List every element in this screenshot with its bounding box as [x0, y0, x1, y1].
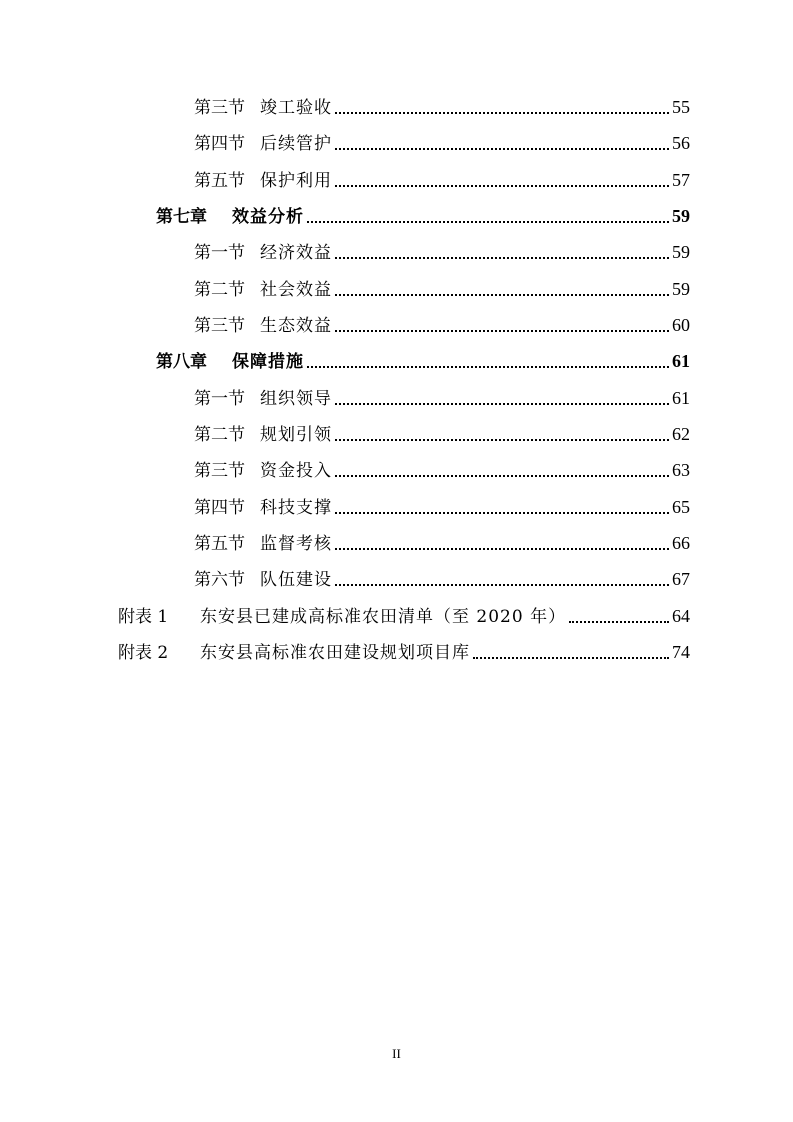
toc-entry-title: 科技支撑: [260, 498, 332, 518]
toc-entry[interactable]: [194, 129, 690, 157]
toc-entry-title: 队伍建设: [260, 570, 332, 590]
dot-leader: [335, 185, 669, 187]
toc-section-label: 第三节: [194, 316, 245, 336]
dot-leader: [335, 294, 669, 296]
toc-section-label: 第四节: [194, 134, 245, 154]
toc-section-label: 第四节: [194, 498, 245, 518]
toc-page-number: 59: [672, 279, 690, 299]
toc-section-label: 第三节: [194, 461, 245, 481]
toc-appendix-entry[interactable]: [118, 602, 690, 630]
toc-section-label: 第三节: [194, 98, 245, 118]
dot-leader: [335, 548, 669, 550]
toc-page-number: 60: [672, 315, 690, 335]
toc-page-number: 63: [672, 460, 690, 480]
toc-section-label: 第六节: [194, 570, 245, 590]
toc-appendix-label: 附表 2: [118, 643, 169, 663]
dot-leader: [307, 221, 669, 223]
toc-entry-title: 监督考核: [260, 534, 332, 554]
toc-entry[interactable]: [194, 529, 690, 557]
toc-section-label: 第一节: [194, 243, 245, 263]
dot-leader: [335, 475, 669, 477]
toc-appendix-entry[interactable]: [118, 638, 690, 666]
toc-page-number: 62: [672, 424, 690, 444]
dot-leader: [335, 512, 669, 514]
toc-entry-title: 东安县高标准农田建设规划项目库: [200, 643, 470, 663]
dot-leader: [335, 112, 669, 114]
dot-leader: [335, 148, 669, 150]
toc-page-number: 56: [672, 133, 690, 153]
toc-entry-title: 保护利用: [260, 171, 332, 191]
dot-leader: [307, 366, 669, 368]
toc-page-number: 66: [672, 533, 690, 553]
toc-page-number: 57: [672, 170, 690, 190]
toc-entry[interactable]: [194, 238, 690, 266]
dot-leader: [569, 621, 669, 623]
toc-entry[interactable]: [194, 420, 690, 448]
toc-entry-title: 经济效益: [260, 243, 332, 263]
toc-entry[interactable]: [194, 456, 690, 484]
toc-entry-title: 生态效益: [260, 316, 332, 336]
toc-entry[interactable]: [194, 384, 690, 412]
toc-section-label: 第五节: [194, 534, 245, 554]
dot-leader: [473, 657, 669, 659]
toc-entry-title: 竣工验收: [260, 98, 332, 118]
toc-page-number: 64: [672, 606, 690, 626]
toc-entry-title: 后续管护: [260, 134, 332, 154]
toc-entry[interactable]: [194, 275, 690, 303]
toc-page-number: 61: [672, 388, 690, 408]
toc-entry[interactable]: [194, 311, 690, 339]
toc-section-label: 第二节: [194, 280, 245, 300]
toc-chapter-label: 第七章: [156, 207, 207, 227]
toc-page-number: 74: [672, 642, 690, 662]
dot-leader: [335, 403, 669, 405]
toc-page-number: 65: [672, 497, 690, 517]
toc-entry[interactable]: [194, 493, 690, 521]
toc-chapter-entry[interactable]: [156, 347, 690, 375]
toc-section-label: 第一节: [194, 389, 245, 409]
toc-section-label: 第五节: [194, 171, 245, 191]
toc-entry[interactable]: [194, 166, 690, 194]
toc-entry-title: 社会效益: [260, 280, 332, 300]
dot-leader: [335, 439, 669, 441]
toc-appendix-label: 附表 1: [118, 607, 169, 627]
dot-leader: [335, 584, 669, 586]
dot-leader: [335, 257, 669, 259]
toc-chapter-entry[interactable]: [156, 202, 690, 230]
toc-chapter-label: 第八章: [156, 352, 207, 372]
toc-page-number: 61: [672, 351, 690, 371]
toc-entry-title: 规划引领: [260, 425, 332, 445]
toc-entry-title: 资金投入: [260, 461, 332, 481]
dot-leader: [335, 330, 669, 332]
footer-page-number: II: [392, 1046, 401, 1061]
toc-entry-title: 东安县已建成高标准农田清单（至 2020 年）: [200, 607, 567, 627]
toc-entry[interactable]: [194, 93, 690, 121]
toc-entry-title: 组织领导: [260, 389, 332, 409]
toc-entry[interactable]: [194, 565, 690, 593]
toc-entry-title: 效益分析: [232, 207, 304, 227]
toc-section-label: 第二节: [194, 425, 245, 445]
toc-page-number: 59: [672, 242, 690, 262]
toc-entry-title: 保障措施: [232, 352, 304, 372]
toc-page-number: 67: [672, 569, 690, 589]
toc-page-number: 59: [672, 206, 690, 226]
toc-page-number: 55: [672, 97, 690, 117]
